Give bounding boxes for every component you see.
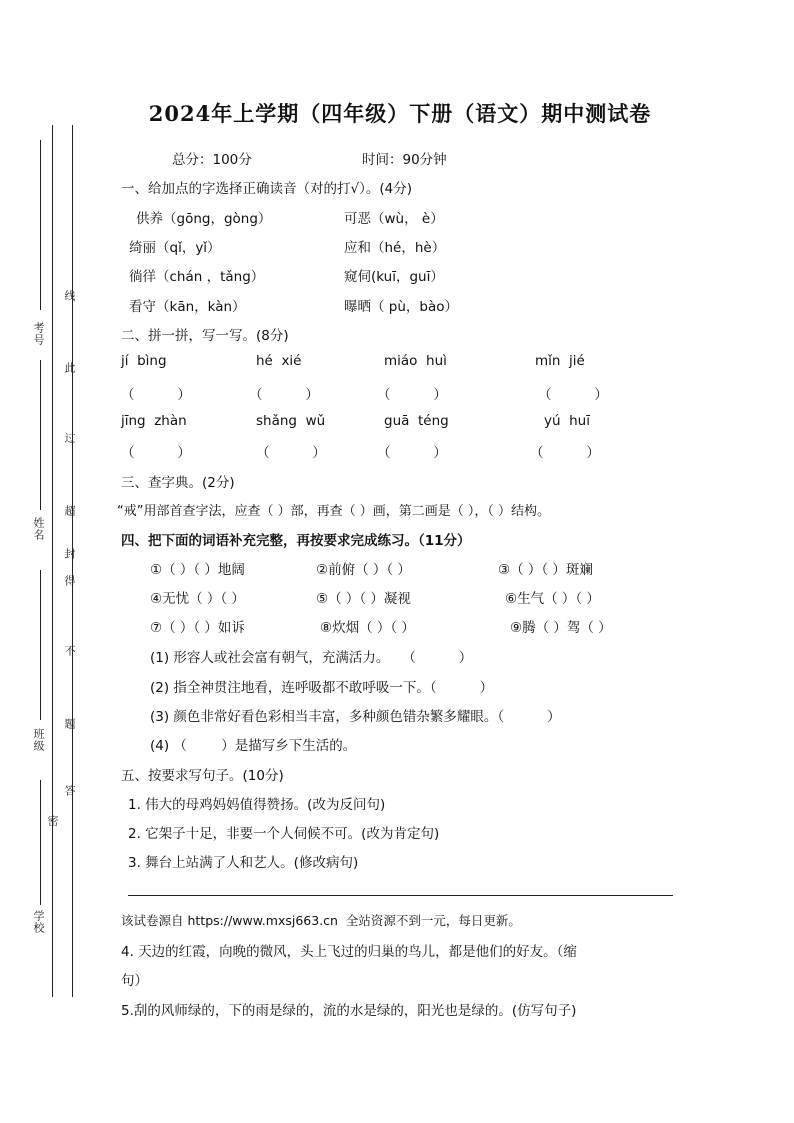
q4-item-5: ⑤（ ）（ ）凝视 bbox=[316, 591, 411, 607]
binding-line-inner bbox=[72, 125, 73, 997]
seal-char-10: 密 bbox=[46, 815, 59, 827]
q1-item-3: 绮丽（qǐ，yǐ） bbox=[129, 240, 221, 256]
page-title: 2024年上学期（四年级）下册（语文）期中测试卷 bbox=[148, 101, 652, 126]
q2-answer-4[interactable]: （ ） bbox=[538, 387, 608, 403]
q5-item-1: 1. 伟大的母鸡妈妈值得赞扬。(改为反问句) bbox=[128, 797, 386, 813]
seal-char-2: 此 bbox=[63, 362, 76, 374]
q4-item-1: ①（ ）（ ）地阔 bbox=[150, 562, 245, 578]
q4-item-9: ⑨腾（ ）驾（ ） bbox=[510, 620, 612, 636]
seal-char-8: 题 bbox=[63, 718, 76, 730]
school-label: 学校 bbox=[32, 910, 45, 934]
q2-pinyin-5: jīng zhàn bbox=[121, 413, 187, 429]
seal-char-7: 不 bbox=[63, 645, 76, 657]
name-label: 姓名 bbox=[32, 517, 45, 541]
q2-answer-5[interactable]: （ ） bbox=[121, 445, 191, 461]
q2-pinyin-4: mǐn jié bbox=[535, 353, 585, 369]
q4-sub-4: (4) （ ）是描写乡下生活的。 bbox=[150, 738, 357, 754]
answer-line[interactable] bbox=[128, 895, 673, 896]
q5-item-2: 2. 它架子十足，非要一个人伺候不可。(改为肯定句) bbox=[128, 826, 440, 842]
q2-answer-2[interactable]: （ ） bbox=[249, 387, 319, 403]
q5-heading: 五、按要求写句子。(10分) bbox=[121, 768, 284, 784]
exam-number-blank[interactable] bbox=[40, 140, 41, 310]
exam-number-label: 考号 bbox=[32, 322, 45, 346]
q3-text: “戒”用部首查字法，应查（ ）部，再查（ ）画，第二画是（ ），（ ）结构。 bbox=[117, 504, 550, 519]
seal-char-6: 封 bbox=[63, 548, 76, 560]
q4-item-6: ⑥生气（ ）（ ） bbox=[505, 591, 600, 607]
q1-item-7: 看守（kān，kàn） bbox=[129, 299, 246, 315]
q2-pinyin-2: hé xié bbox=[256, 353, 302, 369]
seal-char-4: 超 bbox=[63, 505, 76, 517]
q4-sub-1: (1) 形容人或社会富有朝气，充满活力。 （ ） bbox=[150, 650, 473, 666]
source-note: 该试卷源自 https://www.mxsj663.cn 全站资源不到一元，每日更新。 bbox=[121, 913, 521, 928]
q4-sub-3: (3) 颜色非常好看色彩相当丰富，多种颜色错杂繁多耀眼。（ ） bbox=[150, 709, 561, 725]
q2-pinyin-7: guā téng bbox=[384, 413, 449, 429]
seal-char-5: 得 bbox=[63, 575, 76, 587]
q5-item-5: 5.刮的风师绿的，下的雨是绿的，流的水是绿的，阳光也是绿的。(仿写句子) bbox=[121, 1003, 577, 1019]
q1-item-2: 可恶（wù， è） bbox=[344, 211, 444, 227]
q4-item-3: ③（ ）（ ）斑斓 bbox=[498, 562, 593, 578]
q2-pinyin-6: shǎng wǔ bbox=[256, 413, 326, 429]
q4-item-7: ⑦（ ）（ ）如诉 bbox=[150, 620, 245, 636]
binding-line-outer bbox=[52, 125, 53, 997]
q5-item-3: 3. 舞台上站满了人和艺人。(修改病句) bbox=[128, 855, 359, 871]
q2-answer-1[interactable]: （ ） bbox=[121, 387, 191, 403]
exam-time: 时间：90分钟 bbox=[362, 152, 447, 168]
q1-item-5: 徜徉（chán ，tǎng） bbox=[129, 269, 265, 285]
q1-heading: 一、给加点的字选择正确读音（对的打√）。(4分) bbox=[121, 181, 412, 197]
school-blank[interactable] bbox=[40, 780, 41, 905]
class-label: 班级 bbox=[32, 728, 45, 752]
q2-pinyin-3: miáo huì bbox=[384, 353, 447, 369]
seal-char-3: 过 bbox=[63, 432, 76, 444]
total-score: 总分：100分 bbox=[172, 152, 252, 168]
q3-heading: 三、查字典。(2分) bbox=[121, 475, 235, 491]
q2-pinyin-8: yú huī bbox=[544, 413, 590, 429]
q2-answer-3[interactable]: （ ） bbox=[377, 387, 447, 403]
seal-char-9: 答 bbox=[63, 785, 76, 797]
q2-pinyin-1: jí bìng bbox=[121, 353, 167, 369]
q4-heading: 四、把下面的词语补充完整，再按要求完成练习。（11分） bbox=[121, 533, 471, 549]
q2-answer-7[interactable]: （ ） bbox=[377, 445, 447, 461]
q2-answer-8[interactable]: （ ） bbox=[530, 445, 600, 461]
q1-item-8: 曝晒（ pù，bào） bbox=[344, 299, 459, 315]
q4-sub-2: (2) 指全神贯注地看，连呼吸都不敢呼吸一下。（ ） bbox=[150, 680, 494, 696]
q5-item-4b: 句） bbox=[121, 973, 148, 989]
q4-item-2: ②前俯（ ）（ ） bbox=[316, 562, 411, 578]
name-blank[interactable] bbox=[40, 360, 41, 510]
q1-item-1: 供养（gōng，gòng） bbox=[136, 211, 272, 227]
seal-char-1: 线 bbox=[63, 290, 76, 302]
q4-item-4: ④无忧（ ）（ ） bbox=[150, 591, 245, 607]
q4-item-8: ⑧炊烟（ ）（ ） bbox=[320, 620, 415, 636]
q1-item-4: 应和（hé，hè） bbox=[344, 240, 446, 256]
q1-item-6: 窥伺(kuī，guī） bbox=[344, 269, 444, 285]
q5-item-4a: 4. 天边的红霞，向晚的微风，头上飞过的归巢的鸟儿，都是他们的好友。（缩 bbox=[121, 944, 577, 960]
q2-answer-6[interactable]: （ ） bbox=[256, 445, 326, 461]
class-blank[interactable] bbox=[40, 570, 41, 720]
q2-heading: 二、拼一拼，写一写。(8分) bbox=[121, 328, 289, 344]
